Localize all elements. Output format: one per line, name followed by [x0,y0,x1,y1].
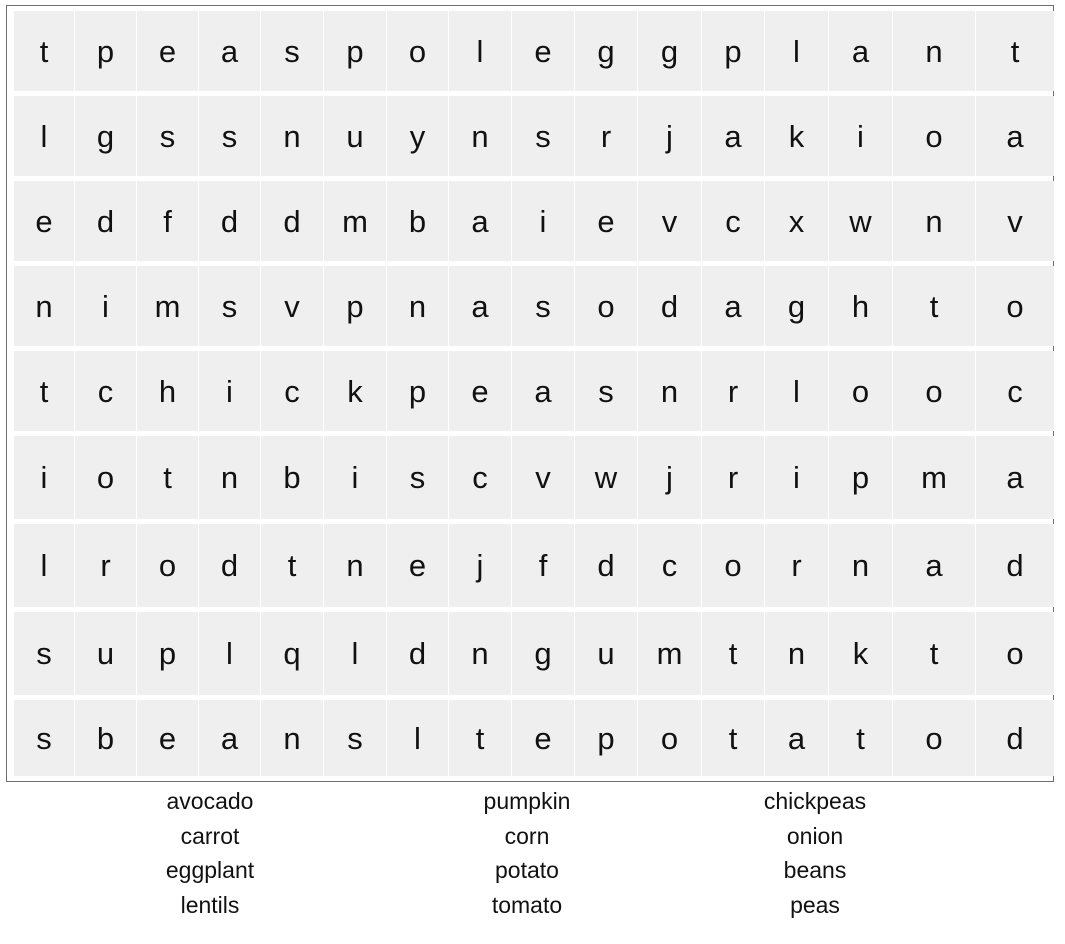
grid-cell: t [261,524,323,607]
grid-cell: h [829,266,892,346]
word-list-item: eggplant [165,857,255,883]
grid-cell: a [829,11,892,91]
grid-cell: p [324,11,386,91]
grid-cell: o [893,96,975,176]
grid-cell: o [575,266,637,346]
grid-cell: t [893,266,975,346]
grid-cell: l [324,612,386,695]
grid-cell: l [199,612,260,695]
grid-cell: c [976,351,1054,431]
grid-cell: m [324,181,386,261]
grid-cell: l [765,351,828,431]
word-list-item: carrot [180,822,240,849]
grid-cell: a [449,181,511,261]
grid-cell: c [261,351,323,431]
grid-cell: i [75,266,136,346]
grid-cell: v [512,436,574,519]
word-list-item: lentils [180,891,240,918]
grid-cell: o [976,612,1054,695]
word-list-item: tomato [491,891,563,918]
grid-cell: o [893,351,975,431]
grid-cell: r [75,524,136,607]
grid-cell: p [387,351,448,431]
grid-cell: g [638,11,701,91]
grid-cell: n [638,351,701,431]
word-list-column-3 [695,784,935,922]
grid-cell: i [14,436,74,519]
grid-cell: e [512,11,574,91]
grid-cell: d [575,524,637,607]
grid-cell: r [702,436,764,519]
grid-cell: o [137,524,198,607]
grid-cell: a [765,700,828,776]
grid-cell: f [137,181,198,261]
grid-cell: t [449,700,511,776]
grid-cell: e [137,700,198,776]
grid-cell: s [387,436,448,519]
letter-grid [7,6,1053,781]
grid-cell: g [75,96,136,176]
grid-cell: i [199,351,260,431]
grid-cell: p [575,700,637,776]
grid-cell: j [638,96,701,176]
grid-cell: d [976,700,1054,776]
grid-cell: n [893,11,975,91]
word-list-column-2 [407,784,647,922]
grid-cell: m [638,612,701,695]
grid-cell: l [765,11,828,91]
grid-cell: t [14,351,74,431]
grid-cell: a [702,266,764,346]
grid-cell: l [14,96,74,176]
grid-cell: k [829,612,892,695]
grid-cell: q [261,612,323,695]
grid-cell: i [829,96,892,176]
grid-cell: a [512,351,574,431]
grid-cell: b [261,436,323,519]
grid-cell: p [75,11,136,91]
grid-cell: n [449,96,511,176]
grid-cell: c [75,351,136,431]
grid-cell: s [199,266,260,346]
grid-cell: e [14,181,74,261]
grid-cell: p [702,11,764,91]
grid-cell: g [512,612,574,695]
grid-cell: p [829,436,892,519]
word-list-item: chickpeas [763,788,867,814]
grid-cell: a [893,524,975,607]
grid-cell: v [976,181,1054,261]
grid-cell: n [449,612,511,695]
grid-cell: s [575,351,637,431]
word-list-item: potato [495,857,559,883]
grid-cell: g [765,266,828,346]
grid-cell: e [449,351,511,431]
grid-cell: a [199,700,260,776]
grid-cell: w [575,436,637,519]
grid-cell: r [575,96,637,176]
grid-cell: e [387,524,448,607]
grid-cell: w [829,181,892,261]
grid-cell: f [512,524,574,607]
grid-cell: t [829,700,892,776]
grid-cell: n [324,524,386,607]
grid-cell: n [765,612,828,695]
grid-cell: u [324,96,386,176]
grid-cell: d [199,181,260,261]
grid-cell: i [765,436,828,519]
grid-cell: c [638,524,701,607]
grid-cell: t [976,11,1054,91]
grid-cell: t [702,700,764,776]
grid-cell: j [449,524,511,607]
word-list-item: avocado [166,788,254,814]
word-list-item: beans [783,857,847,883]
grid-cell: o [75,436,136,519]
grid-cell: o [976,266,1054,346]
grid-cell: a [976,96,1054,176]
grid-cell: o [829,351,892,431]
word-list-item: onion [786,822,844,849]
grid-cell: n [199,436,260,519]
grid-cell: l [14,524,74,607]
grid-cell: o [638,700,701,776]
grid-cell: o [893,700,975,776]
grid-cell: v [638,181,701,261]
grid-cell: t [14,11,74,91]
grid-cell: s [324,700,386,776]
grid-cell: i [324,436,386,519]
grid-cell: e [575,181,637,261]
grid-cell: l [387,700,448,776]
grid-cell: o [702,524,764,607]
grid-cell: n [14,266,74,346]
grid-cell: t [137,436,198,519]
grid-cell: b [387,181,448,261]
grid-cell: u [575,612,637,695]
grid-cell: i [512,181,574,261]
grid-cell: t [702,612,764,695]
grid-cell: d [976,524,1054,607]
grid-cell: s [512,96,574,176]
grid-cell: c [449,436,511,519]
grid-cell: c [702,181,764,261]
grid-cell: o [387,11,448,91]
grid-cell: t [893,612,975,695]
grid-cell: n [387,266,448,346]
grid-cell: v [261,266,323,346]
word-search-grid [6,5,1054,782]
word-list-item: pumpkin [483,788,571,814]
grid-cell: h [137,351,198,431]
grid-cell: e [137,11,198,91]
grid-cell: s [512,266,574,346]
grid-cell: b [75,700,136,776]
grid-cell: d [199,524,260,607]
grid-cell: a [449,266,511,346]
grid-cell: j [638,436,701,519]
grid-cell: n [893,181,975,261]
grid-cell: s [199,96,260,176]
grid-cell: n [261,700,323,776]
word-list-item: peas [790,891,840,918]
grid-cell: p [137,612,198,695]
grid-cell: r [702,351,764,431]
grid-cell: r [765,524,828,607]
grid-cell: a [199,11,260,91]
grid-cell: d [638,266,701,346]
grid-cell: d [75,181,136,261]
grid-cell: k [765,96,828,176]
grid-cell: l [449,11,511,91]
grid-cell: x [765,181,828,261]
word-list-item: corn [504,822,550,849]
grid-cell: a [702,96,764,176]
grid-cell: n [829,524,892,607]
grid-cell: s [137,96,198,176]
grid-cell: g [575,11,637,91]
word-list-column-1 [90,784,330,922]
grid-cell: k [324,351,386,431]
grid-cell: u [75,612,136,695]
grid-cell: m [893,436,975,519]
grid-cell: m [137,266,198,346]
grid-cell: s [14,612,74,695]
grid-cell: e [512,700,574,776]
grid-cell: s [261,11,323,91]
grid-cell: d [387,612,448,695]
grid-cell: s [14,700,74,776]
grid-cell: n [261,96,323,176]
grid-cell: p [324,266,386,346]
grid-cell: a [976,436,1054,519]
grid-cell: d [261,181,323,261]
grid-cell: y [387,96,448,176]
